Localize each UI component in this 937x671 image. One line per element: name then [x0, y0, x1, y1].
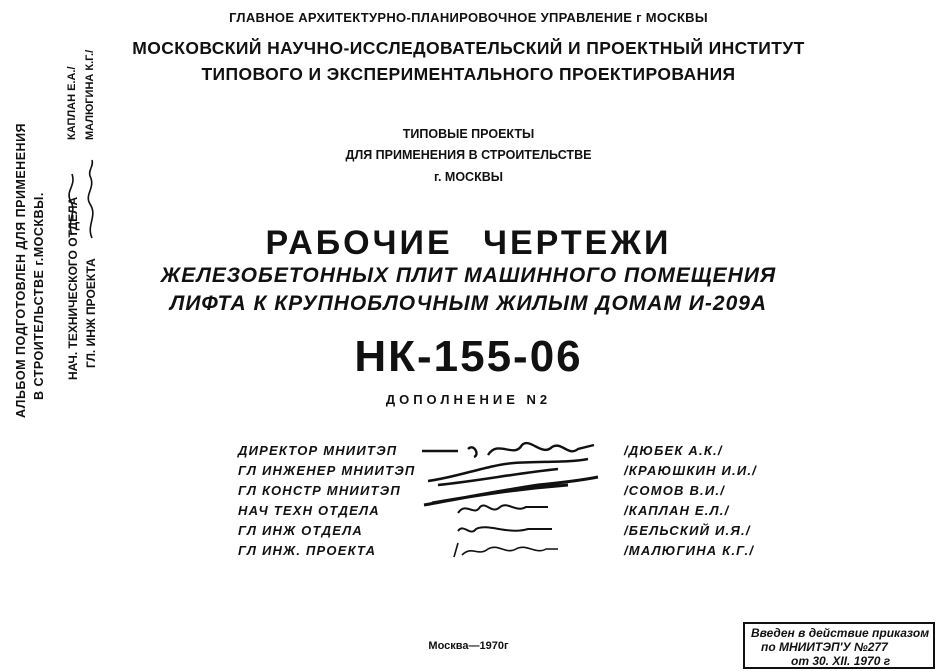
side-signatures-image	[64, 150, 104, 240]
signature-role: ГЛ ИНЖ ОТДЕЛА	[238, 523, 363, 538]
side-approval-name1: КАПЛАН Е.А./	[66, 66, 78, 140]
signature-role: ГЛ ИНЖЕНЕР МНИИТЭП	[238, 463, 416, 478]
projects-heading-line3: г. МОСКВЫ	[434, 170, 503, 184]
institute-name-line1: МОСКОВСКИЙ НАУЧНО-ИССЛЕДОВАТЕЛЬСКИЙ И ПРОЕКТНЫЙ ИНСТИТУТ	[132, 38, 805, 58]
stamp-line3: от 30. XII. 1970 г	[791, 654, 891, 668]
document-subtitle-line2: ЛИФТА К КРУПНОБЛОЧНЫМ ЖИЛЫМ ДОМАМ И-209А	[169, 292, 768, 315]
signature-name: /БЕЛЬСКИЙ И.Я./	[624, 523, 751, 538]
stamp-line1: Введен в действие приказом	[751, 626, 930, 640]
institute-name-line2: ТИПОВОГО И ЭКСПЕРИМЕНТАЛЬНОГО ПРОЕКТИРОВАНИЯ	[201, 64, 736, 84]
document-title: РАБОЧИЕ ЧЕРТЕЖИ	[265, 224, 672, 262]
signature-name: /ДЮБЕК А.К./	[624, 443, 723, 458]
signature-name: /КРАЮШКИН И.И./	[624, 463, 757, 478]
signature-name: /КАПЛАН Е.Л./	[624, 503, 730, 518]
signature-role: ГЛ КОНСТР МНИИТЭП	[238, 483, 401, 498]
supplement-label: ДОПОЛНЕНИЕ N2	[385, 392, 552, 407]
signature-name: /СОМОВ В.И./	[624, 483, 726, 498]
side-approval-role1: НАЧ. ТЕХНИЧЕСКОГО ОТДЕЛА	[66, 196, 80, 380]
side-note-line1: АЛЬБОМ ПОДГОТОВЛЕН ДЛЯ ПРИМЕНЕНИЯ	[14, 122, 28, 418]
document-code: НК-155-06	[354, 332, 583, 381]
approval-stamp	[743, 622, 935, 669]
document-subtitle-line1: ЖЕЛЕЗОБЕТОННЫХ ПЛИТ МАШИННОГО ПОМЕЩЕНИЯ	[160, 264, 777, 287]
handwritten-signature-6	[418, 535, 618, 565]
signature-name: /МАЛЮГИНА К.Г./	[624, 543, 755, 558]
signature-role: ГЛ ИНЖ. ПРОЕКТА	[238, 543, 377, 558]
signature-role: НАЧ ТЕХН ОТДЕЛА	[238, 503, 380, 518]
footer-city-year: Москва—1970г	[428, 640, 509, 652]
projects-heading-line1: ТИПОВЫЕ ПРОЕКТЫ	[402, 127, 535, 141]
side-note-line2: В СТРОИТЕЛЬСТВЕ г.МОСКВЫ.	[32, 192, 46, 400]
side-approval-role2: ГЛ. ИНЖ ПРОЕКТА	[84, 258, 98, 368]
projects-heading-line2: ДЛЯ ПРИМЕНЕНИЯ В СТРОИТЕЛЬСТВЕ	[345, 148, 592, 162]
side-approval-name2: МАЛЮГИНА К.Г./	[84, 49, 96, 140]
stamp-line2: по МНИИТЭП'У №277	[761, 640, 888, 654]
signature-role: ДИРЕКТОР МНИИТЭП	[238, 443, 398, 458]
agency-heading: ГЛАВНОЕ АРХИТЕКТУРНО-ПЛАНИРОВОЧНОЕ УПРАВЛЕНИЕ г МОСКВЫ	[229, 10, 708, 25]
